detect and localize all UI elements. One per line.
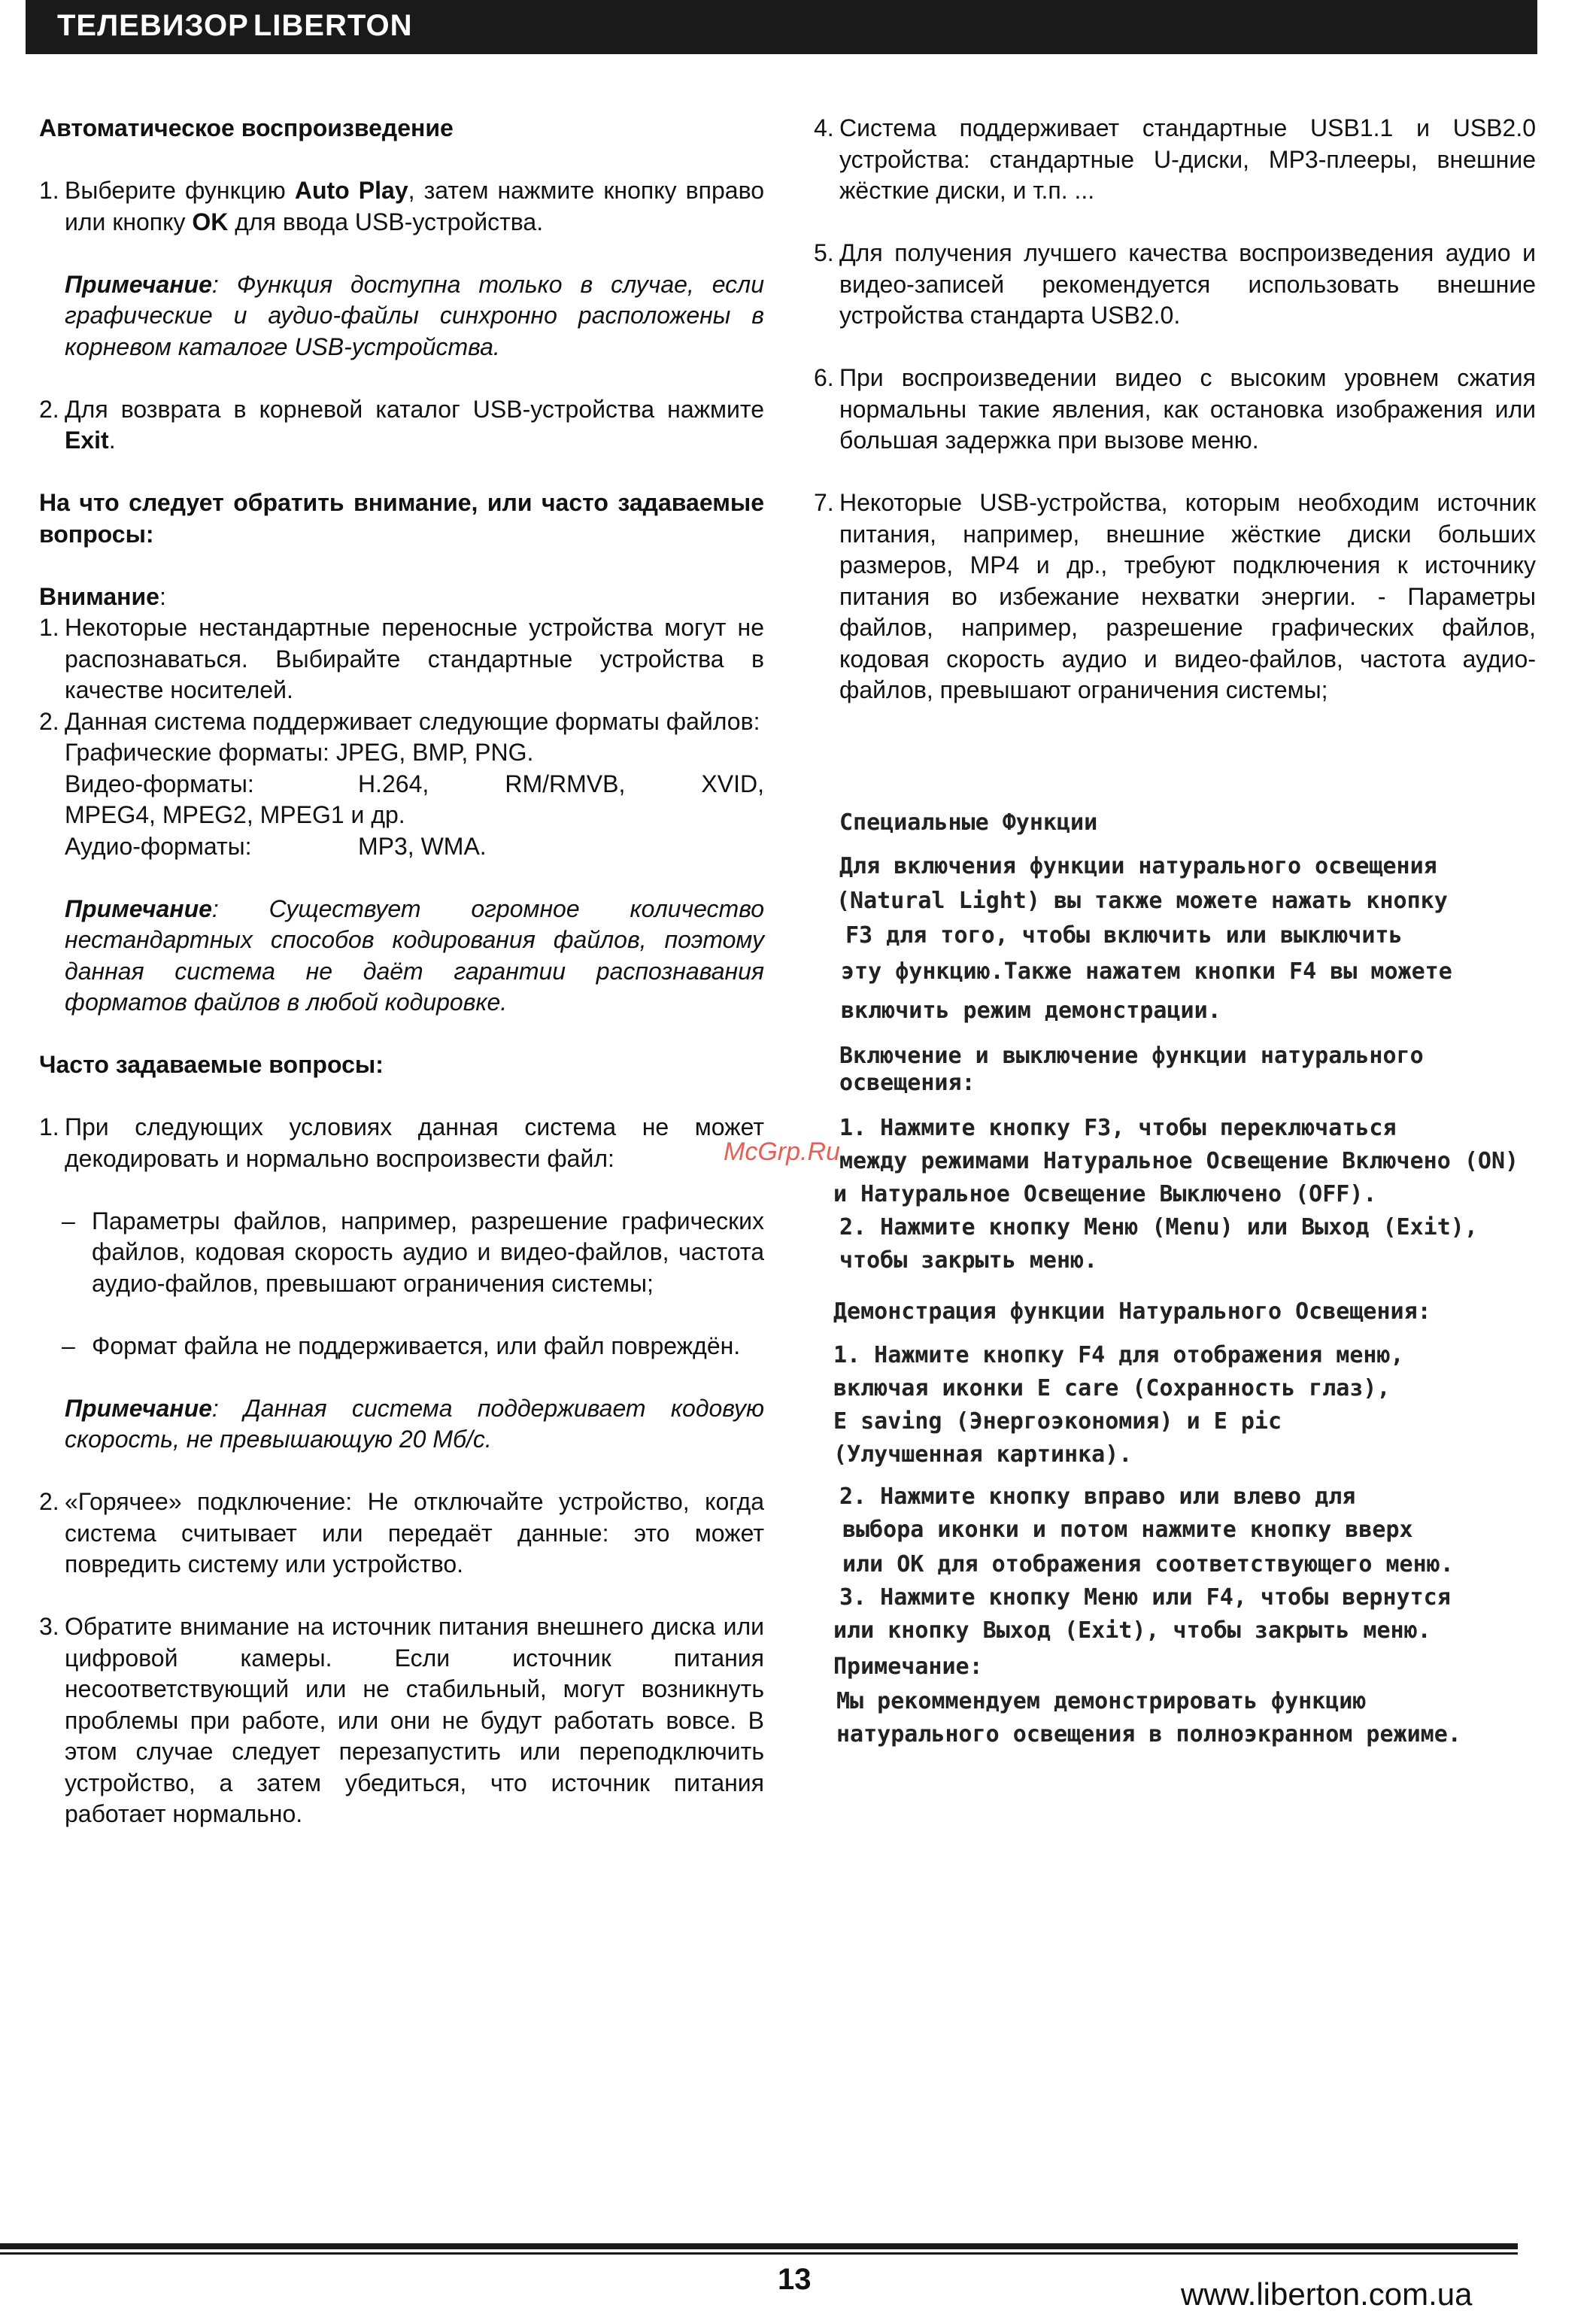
item-text: Обратите внимание на источник питания внешнего диска или цифровой камеры. Если источник питания несоответствующий или не стабильный, могут возникнуть проблемы при работе, или они не будут работать вовсе. В этом случае следует перезапустить или переподключить устройство, а затем убедиться, что источник питания работает нормально.	[65, 1613, 764, 1827]
dash-text: Параметры файлов, например, разрешение графических файлов, кодовая скорость аудио и видео-файлов, частота аудио-файлов, превышают ограничения системы;	[92, 1207, 764, 1297]
attention-label	[39, 582, 764, 613]
dash-text: Формат файла не поддерживается, или файл повреждён.	[92, 1332, 741, 1359]
item-bold: Exit	[65, 427, 109, 454]
page-number: 13	[778, 2263, 812, 2296]
autoplay-heading: Автоматическое воспроизведение	[39, 114, 454, 141]
special-line: Для включения функции натурального освещения	[839, 853, 1437, 879]
item-number: 4.	[814, 114, 834, 141]
special-heading: Специальные Функции	[839, 809, 1098, 836]
watermark: McGrp.Ru	[724, 1137, 840, 1166]
format-label: Видео-форматы:	[65, 770, 254, 797]
list-item	[814, 238, 1536, 332]
note-label: Примечание	[65, 1394, 212, 1422]
item-text: «Горячее» подключение: Не отключайте устройство, когда система считывает или передаёт данные: это может повредить систему или устройство.	[65, 1488, 764, 1578]
note-text: : Существует огромное количество нестандартных способов кодирования файлов, поэтому данная система не даёт гарантии распознавания форматов файлов в любой кодировке.	[65, 894, 764, 1016]
list-item	[814, 363, 1536, 457]
special-subheading: Включение и выключение функции натурального	[839, 1043, 1424, 1069]
item-number: 6.	[814, 364, 834, 391]
note-label: Примечание	[65, 894, 212, 922]
item-text: Некоторые USB-устройства, которым необходим источник питания, например, внешние жёсткие диски больших размеров, MP4 и др., требуют подключения к источнику питания во избежание нехватки энергии. - Параметры файлов, например, разрешение графических файлов, кодовая скорость аудио и видео-файлов, частота аудио-файлов, превышают ограничения системы;	[839, 489, 1536, 703]
faq-heading: На что следует обратить внимание, или часто задаваемые вопросы:	[39, 489, 764, 548]
special-line: 2. Нажмите кнопку Меню (Menu) или Выход (Exit),	[839, 1214, 1478, 1241]
format-value: MP3, WMA.	[358, 832, 487, 860]
special-line: E saving (Энергоэкономия) и E pic	[833, 1408, 1282, 1435]
item-text: .	[108, 427, 116, 454]
dash-item	[39, 1206, 764, 1300]
note	[39, 269, 764, 363]
item-number: 1.	[39, 1113, 59, 1140]
special-line: эту функцию.Также нажатем кнопки F4 вы можете	[841, 958, 1452, 985]
list-item	[39, 1611, 764, 1830]
dash-mark: –	[62, 1332, 75, 1359]
format-video	[39, 769, 764, 800]
special-line: 1. Нажмите кнопку F4 для отображения меню,	[833, 1342, 1404, 1368]
item-text: для ввода USB-устройства.	[228, 208, 544, 235]
format-label: Аудио-форматы:	[65, 832, 252, 860]
special-note-label: Примечание:	[833, 1654, 983, 1680]
special-line: включить режим демонстрации.	[841, 998, 1221, 1024]
format-value: H.264,	[358, 770, 429, 797]
left-column	[39, 113, 764, 1830]
format-value: RM/RMVB,	[505, 770, 626, 797]
format-audio	[39, 831, 764, 863]
attention-label-text: Внимание	[39, 582, 159, 610]
list-item	[814, 487, 1536, 706]
list-item	[39, 706, 764, 738]
right-column	[814, 113, 1536, 706]
note-text: : Функция доступна только в случае, если графические и аудио-файлы синхронно расположены в корневом каталоге USB-устройства.	[65, 270, 764, 360]
note-text: : Данная система поддерживает кодовую скорость, не превышающую 20 Мб/с.	[65, 1394, 764, 1453]
special-line: чтобы закрыть меню.	[839, 1247, 1098, 1274]
special-line: и Натуральное Освещение Выключено (OFF).	[833, 1181, 1377, 1207]
list-item	[39, 612, 764, 706]
special-line: F3 для того, чтобы включить или выключить	[845, 922, 1403, 949]
list-item	[39, 1486, 764, 1581]
item-text: , затем нажмите кнопку вправо или кнопку	[65, 177, 765, 235]
list-item	[814, 113, 1536, 207]
special-line: 1. Нажмите кнопку F3, чтобы переключаться	[839, 1115, 1397, 1141]
item-number: 7.	[814, 489, 834, 516]
item-bold: OK	[192, 208, 229, 235]
special-line: или кнопку Выход (Exit), чтобы закрыть меню.	[833, 1617, 1431, 1644]
special-line: между режимами Натуральное Освещение Включено (ON)	[839, 1148, 1519, 1174]
header-title-text: ТЕЛЕВИЗОР	[57, 9, 249, 42]
special-line: выбора иконки и потом нажмите кнопку вверх	[842, 1517, 1413, 1543]
special-line: натурального освещения в полноэкранном режиме.	[836, 1721, 1461, 1748]
special-subheading: Демонстрация функции Натурального Освещения:	[833, 1298, 1431, 1325]
format-graphic: Графические форматы: JPEG, BMP, PNG.	[65, 739, 534, 766]
dash-item	[39, 1331, 764, 1362]
footer-rule-thin	[0, 2252, 1518, 2255]
special-line: включая иконки E care (Сохранность глаз),	[833, 1375, 1391, 1401]
special-line: или OK для отображения соответствующего меню.	[842, 1551, 1454, 1578]
special-line: 3. Нажмите кнопку Меню или F4, чтобы вернутся	[839, 1584, 1451, 1611]
list-item	[39, 394, 764, 457]
page-header	[26, 0, 1537, 54]
special-line: (Natural Light) вы также можете нажать кнопку	[836, 888, 1448, 914]
item-text: Для получения лучшего качества воспроизведения аудио и видео-записей рекомендуется использовать внешние устройства стандарта USB2.0.	[839, 239, 1536, 329]
footer-rule	[0, 2243, 1518, 2249]
brand-name: LIBERTON	[253, 9, 413, 42]
special-line: (Улучшенная картинка).	[833, 1441, 1133, 1468]
dash-mark: –	[62, 1207, 75, 1234]
item-text: При следующих условиях данная система не может декодировать и нормально воспроизвести файл:	[65, 1113, 764, 1172]
item-bold: Auto Play	[294, 177, 408, 204]
item-text: Система поддерживает стандартные USB1.1 и USB2.0 устройства: стандартные U-диски, MP3-плееры, внешние жёсткие диски, и т.п. ...	[839, 114, 1536, 204]
special-line: Мы рекоммендуем демонстрировать функцию	[836, 1688, 1367, 1714]
item-number: 2.	[39, 707, 59, 735]
item-number: 5.	[814, 239, 834, 266]
note-label: Примечание	[65, 270, 212, 298]
faq2-heading: Часто задаваемые вопросы:	[39, 1051, 384, 1078]
note	[39, 1393, 764, 1456]
item-text: Выберите функцию	[65, 177, 295, 204]
list-item	[39, 175, 764, 238]
item-number: 2.	[39, 395, 59, 423]
header-title	[57, 9, 413, 43]
item-text: Для возврата в корневой каталог USB-устройства нажмите	[65, 395, 764, 423]
note	[39, 894, 764, 1019]
item-text: При воспроизведении видео с высоким уровнем сжатия нормальны такие явления, как остановка изображения или большая задержка при вызове меню.	[839, 364, 1536, 454]
item-text: Некоторые нестандартные переносные устройства могут не распознаваться. Выбирайте стандартные устройства в качестве носителей.	[65, 614, 764, 703]
footer-url: www.liberton.com.ua	[1181, 2276, 1473, 2312]
item-number: 1.	[39, 177, 59, 204]
item-number: 2.	[39, 1488, 59, 1515]
special-line: освещения:	[839, 1070, 976, 1096]
item-text: Данная система поддерживает следующие форматы файлов:	[65, 707, 760, 735]
item-number: 3.	[39, 1613, 59, 1640]
format-value: XVID,	[701, 770, 764, 797]
item-number: 1.	[39, 614, 59, 641]
format-video-cont: MPEG4, MPEG2, MPEG1 и др.	[65, 801, 405, 828]
list-item	[39, 1112, 764, 1174]
attention-colon: :	[159, 582, 166, 610]
special-line: 2. Нажмите кнопку вправо или влево для	[839, 1483, 1356, 1510]
